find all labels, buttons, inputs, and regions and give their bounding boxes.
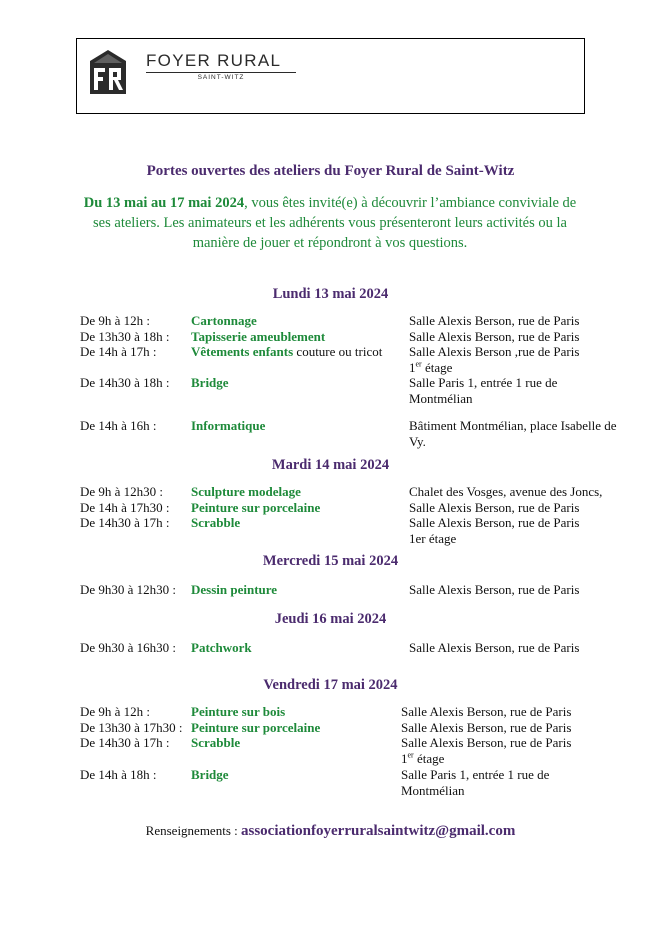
brand-divider (146, 72, 296, 73)
row-time: De 14h30 à 18h : (80, 375, 170, 390)
row-activity (191, 767, 229, 783)
row-activity (191, 329, 325, 345)
row-location (401, 767, 616, 798)
row-activity (191, 375, 229, 391)
day-heading: Jeudi 16 mai 2024 (274, 611, 387, 627)
row-time: De 9h à 12h : (80, 313, 151, 328)
row-time: De 14h à 17h30 : (80, 500, 170, 515)
row-location (409, 329, 624, 345)
row-location (409, 313, 624, 329)
activity-name: Peinture sur porcelaine (191, 720, 321, 735)
activity-name: Tapisserie ameublement (191, 329, 326, 344)
row-activity (191, 515, 240, 531)
row-time: De 14h à 16h : (80, 418, 157, 433)
row-activity (191, 735, 240, 751)
row-time: De 13h30 à 17h30 : (80, 720, 183, 735)
floor-word: étage (413, 750, 445, 766)
location-floor (401, 751, 616, 767)
row-time: De 14h30 à 17h : (80, 735, 170, 750)
row-activity (191, 344, 382, 360)
location-text: Salle Paris 1, entrée 1 rue de Montmélian (401, 767, 550, 798)
brand (146, 51, 296, 81)
row-time: De 9h30 à 16h30 : (80, 640, 177, 655)
location-text: Chalet des Vosges, avenue des Joncs, (409, 484, 603, 499)
contact-line (0, 823, 661, 840)
activity-name: Scrabble (191, 735, 241, 750)
activity-name: Patchwork (191, 640, 252, 655)
row-time: De 13h30 à 18h : (80, 329, 170, 344)
row-location (409, 418, 624, 449)
floor-number: 1 (409, 359, 416, 375)
location-text: Salle Alexis Berson, rue de Paris (401, 735, 572, 750)
row-activity (191, 484, 301, 500)
floor-word: étage (421, 359, 453, 375)
row-time: De 9h30 à 12h30 : (80, 582, 177, 597)
row-location (401, 704, 616, 720)
row-time: De 9h à 12h30 : (80, 484, 164, 499)
row-activity (191, 418, 265, 434)
activity-name: Scrabble (191, 515, 241, 530)
row-location (409, 515, 624, 546)
brand-subtitle: SAINT-WITZ (197, 74, 245, 81)
row-time: De 14h30 à 17h : (80, 515, 170, 530)
location-text: Salle Alexis Berson ,rue de Paris (409, 344, 580, 359)
row-activity (191, 720, 320, 736)
day-heading: Vendredi 17 mai 2024 (263, 677, 398, 693)
location-floor (409, 360, 624, 376)
row-location (401, 735, 616, 766)
intro-paragraph (80, 193, 580, 253)
intro-dates: Du 13 mai au 17 mai 2024 (83, 195, 245, 211)
floor-suffix: er (415, 359, 422, 369)
row-location (409, 582, 624, 598)
location-text: Salle Alexis Berson, rue de Paris (401, 720, 572, 735)
location-text: Salle Alexis Berson, rue de Paris (409, 313, 580, 328)
row-location (409, 375, 624, 406)
location-text: Salle Alexis Berson, rue de Paris (409, 582, 580, 597)
page-title: Portes ouvertes des ateliers du Foyer Rural de Saint-Witz (146, 163, 515, 179)
floor-suffix: er (407, 750, 414, 760)
contact-email[interactable]: associationfoyerruralsaintwitz@gmail.com (241, 823, 516, 839)
location-text: Bâtiment Montmélian, place Isabelle de Vy. (409, 418, 617, 449)
location-floor: 1er étage (409, 530, 457, 546)
row-time: De 14h à 17h : (80, 344, 157, 359)
activity-name: Peinture sur bois (191, 704, 286, 719)
activity-name: Bridge (191, 767, 229, 782)
row-time: De 14h à 18h : (80, 767, 157, 782)
location-text: Salle Alexis Berson, rue de Paris (409, 640, 580, 655)
activity-name: Vêtements enfants (191, 344, 294, 359)
activity-extra: couture ou tricot (293, 344, 383, 359)
row-activity (191, 640, 252, 656)
activity-name: Bridge (191, 375, 229, 390)
row-location (401, 720, 616, 736)
location-text: Salle Alexis Berson, rue de Paris (409, 329, 580, 344)
day-heading: Mercredi 15 mai 2024 (262, 553, 399, 569)
row-activity (191, 582, 277, 598)
brand-name: FOYER RURAL (146, 51, 282, 70)
row-activity (191, 704, 285, 720)
location-text: Salle Alexis Berson, rue de Paris (409, 500, 580, 515)
row-activity (191, 313, 257, 329)
location-text: Salle Alexis Berson, rue de Paris (409, 515, 580, 530)
row-location (409, 500, 624, 516)
location-text: Salle Alexis Berson, rue de Paris (401, 704, 572, 719)
activity-name: Informatique (191, 418, 266, 433)
row-location (409, 640, 624, 656)
activity-name: Cartonnage (191, 313, 257, 328)
day-heading: Lundi 13 mai 2024 (272, 286, 389, 302)
contact-label: Renseignements : (145, 823, 241, 838)
row-location (409, 484, 624, 500)
activity-name: Peinture sur porcelaine (191, 500, 321, 515)
row-time: De 9h à 12h : (80, 704, 151, 719)
day-heading: Mardi 14 mai 2024 (271, 457, 390, 473)
location-text: Salle Paris 1, entrée 1 rue de Montmélian (409, 375, 558, 406)
row-activity (191, 500, 320, 516)
foyer-rural-logo-icon (88, 48, 128, 96)
activity-name: Sculpture modelage (191, 484, 301, 499)
floor-number: 1 (401, 750, 408, 766)
intro-text: , vous êtes invité(e) à découvrir l’ambiance conviviale de ses ateliers. Les animateurs et les adhérents vous présenteront leurs activités ou la manière de jouer et répondront à vos questions. (93, 195, 577, 251)
activity-name: Dessin peinture (191, 582, 278, 597)
row-location (409, 344, 624, 375)
